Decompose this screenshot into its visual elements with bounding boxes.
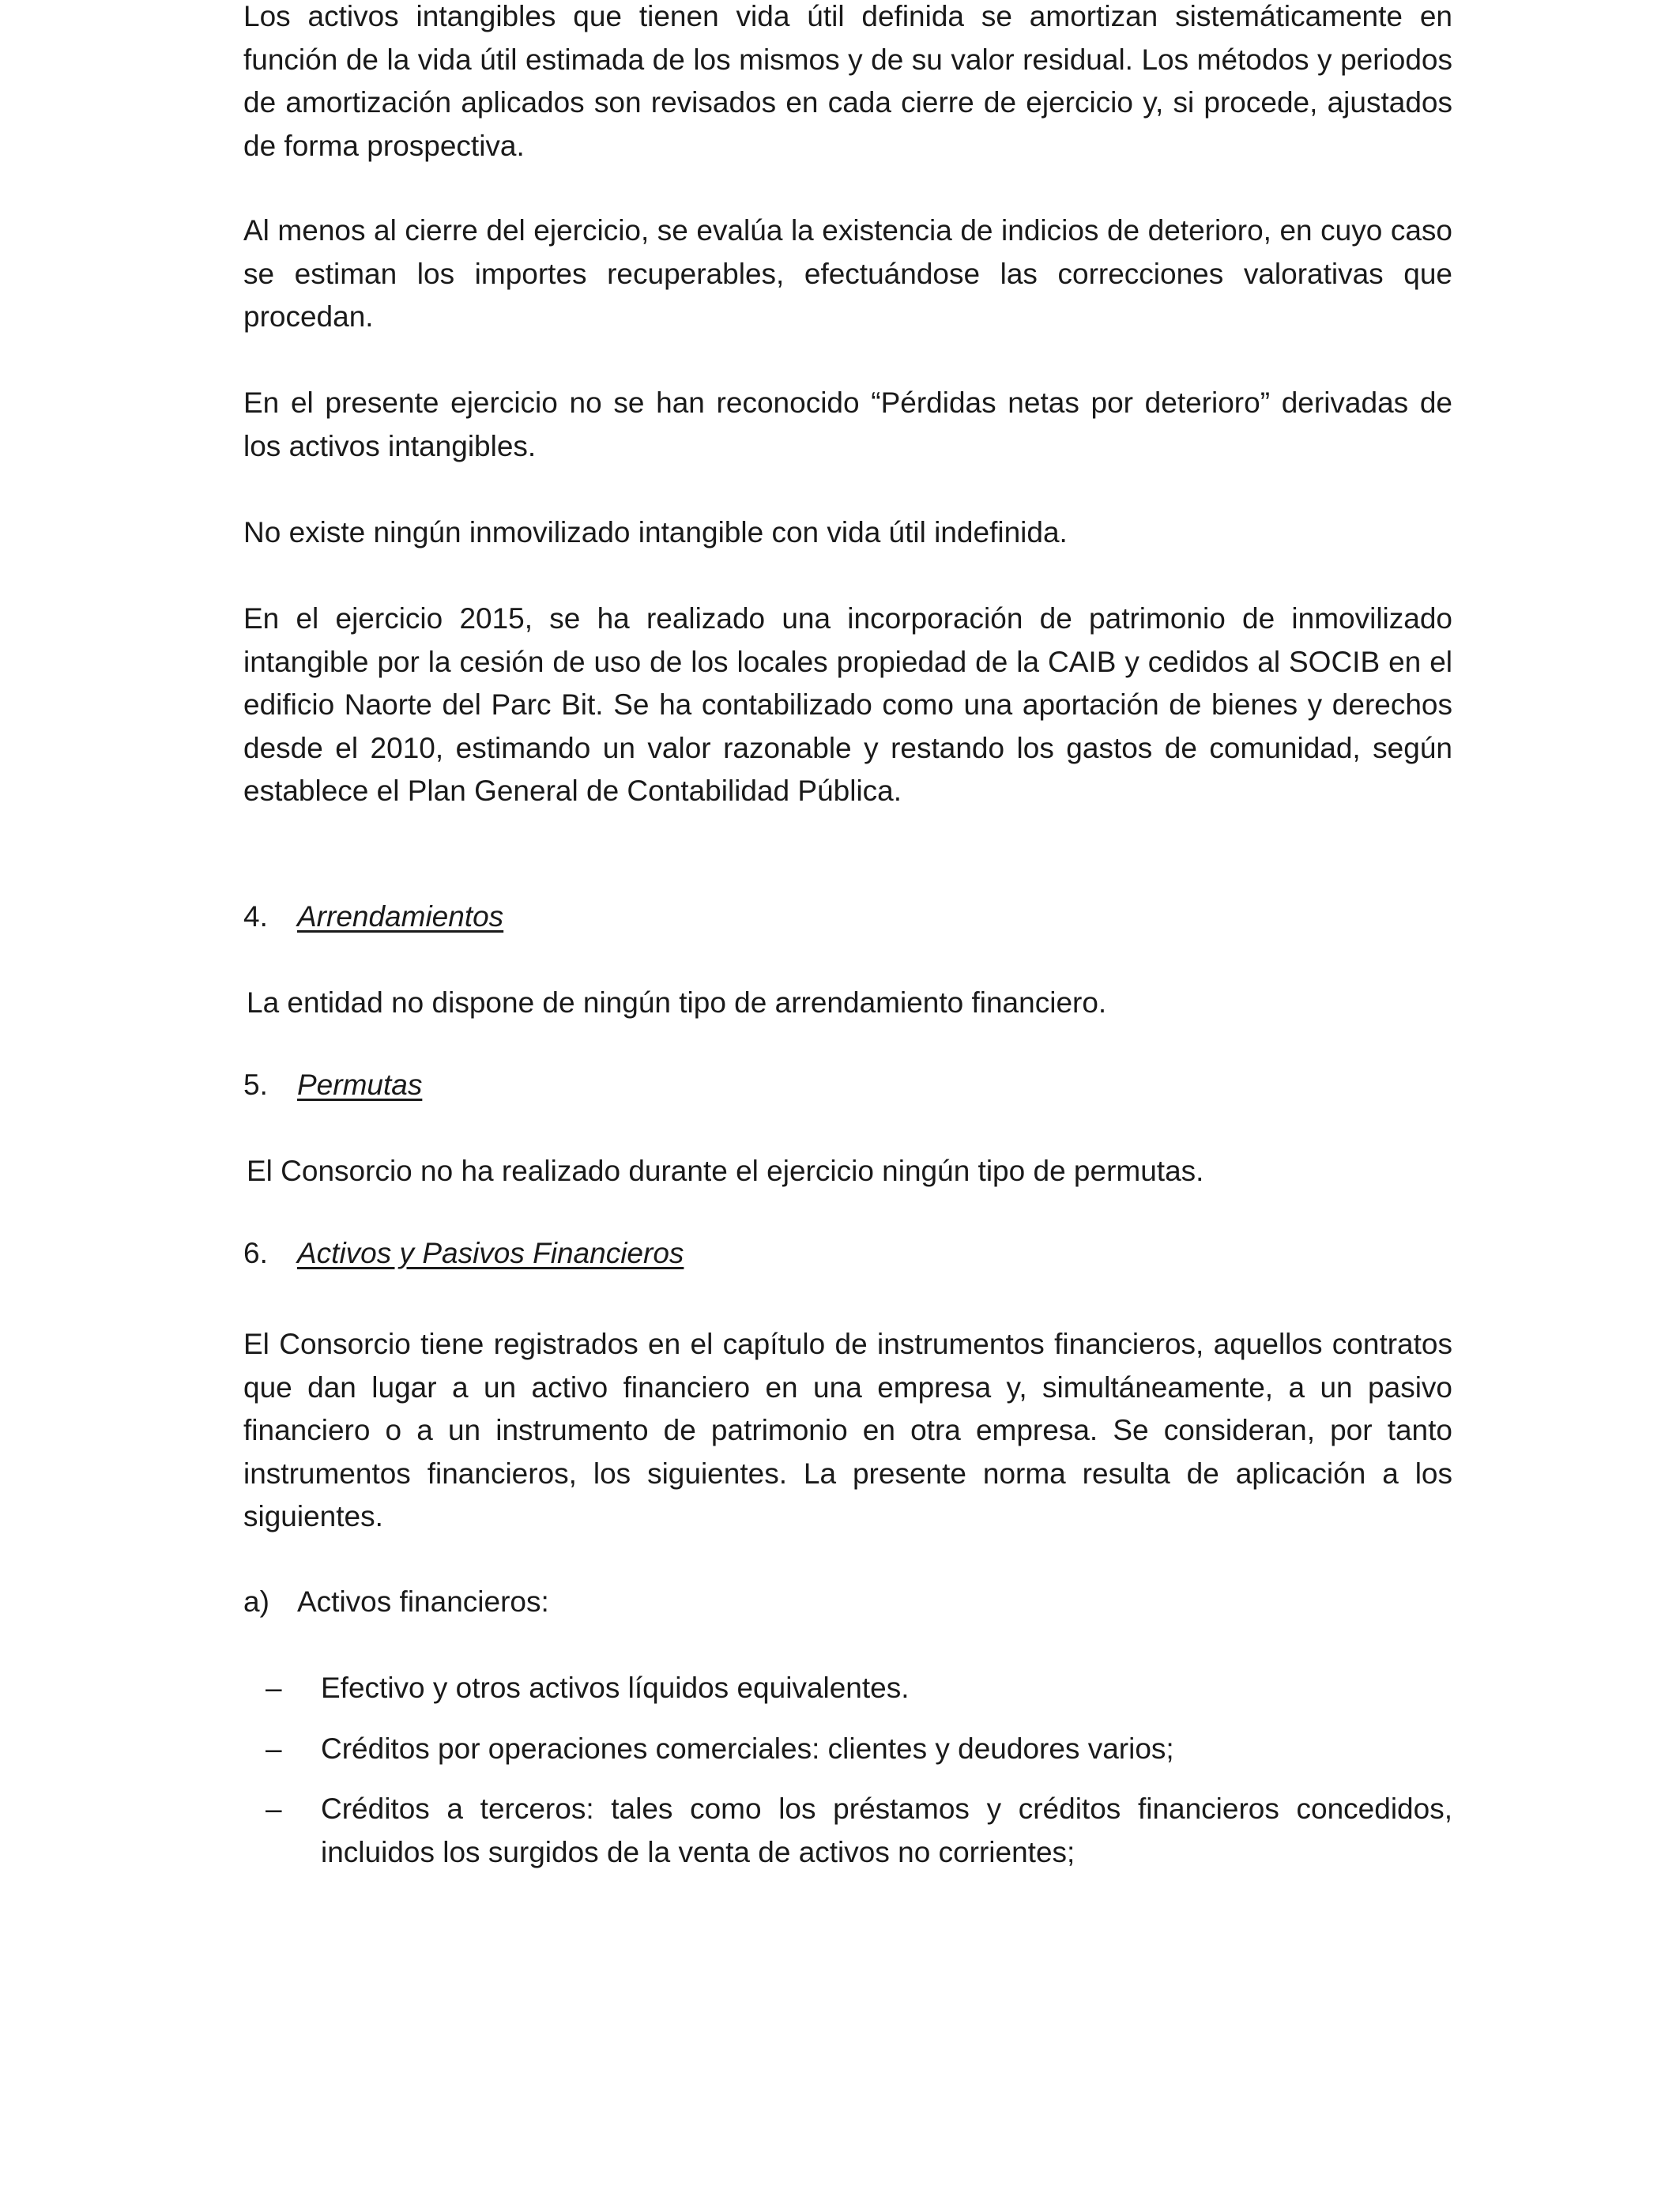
subsection-title: Activos financieros:	[297, 1585, 549, 1618]
dash-marker: –	[266, 1793, 282, 1825]
paragraph-incorporacion: En el ejercicio 2015, se ha realizado una incorporación de patrimonio de inmovilizado intangible por la cesión de uso de los locales propiedad de la CAIB y cedidos al SOCIB en el edificio Naorte del Parc Bit. Se ha contabilizado como una aportación de bienes y derechos desde el 2010, estimando un valor razonable y restando los gastos de comunidad, según establece el Plan General de Contabilidad Pública.	[243, 602, 1452, 807]
subsection-activos-financieros	[243, 1581, 549, 1624]
paragraph-vida-indefinida: No existe ningún inmovilizado intangible con vida útil indefinida.	[243, 516, 1068, 548]
paragraph-permutas: El Consorcio no ha realizado durante el ejercicio ningún tipo de permutas.	[247, 1155, 1204, 1187]
section-heading-activos-pasivos	[243, 1232, 684, 1276]
subsection-number: a)	[243, 1585, 269, 1618]
section-title: Arrendamientos	[297, 900, 504, 933]
section-title: Activos y Pasivos Financieros	[297, 1237, 684, 1269]
paragraph-instrumentos: El Consorcio tiene registrados en el capítulo de instrumentos financieros, aquellos contratos que dan lugar a un activo financiero en una empresa y, simultáneamente, a un pasivo financiero o a un instrumento de patrimonio en otra empresa. Se consideran, por tanto instrumentos financieros, los siguientes. La presente norma resulta de aplicación a los siguientes.	[243, 1328, 1452, 1532]
section-heading-permutas	[243, 1064, 422, 1107]
paragraph-deterioro: Al menos al cierre del ejercicio, se evalúa la existencia de indicios de deterioro, en cuyo caso se estiman los importes recuperables, efectuándose las correcciones valorativas que procedan.	[243, 214, 1452, 333]
list-item	[243, 1667, 1452, 1710]
section-number: 5.	[243, 1069, 268, 1101]
section-number: 4.	[243, 900, 268, 933]
paragraph-amortizacion: Los activos intangibles que tienen vida útil definida se amortizan sistemáticamente en función de la vida útil estimada de los mismos y de su valor residual. Los métodos y periodos de amortización aplicados son revisados en cada cierre de ejercicio y, si procede, ajustados de forma prospectiva.	[243, 0, 1452, 162]
paragraph-perdidas: En el presente ejercicio no se han reconocido “Pérdidas netas por deterioro” derivadas de los activos intangibles.	[243, 386, 1452, 462]
section-heading-arrendamientos	[243, 895, 503, 939]
paragraph-arrendamiento: La entidad no dispone de ningún tipo de arrendamiento financiero.	[247, 986, 1107, 1019]
list-item-text: Créditos por operaciones comerciales: clientes y deudores varios;	[321, 1732, 1174, 1765]
section-title: Permutas	[297, 1069, 423, 1101]
dash-marker: –	[266, 1672, 282, 1704]
bullet-list	[243, 1667, 1452, 1891]
section-number: 6.	[243, 1237, 268, 1269]
list-item-text: Efectivo y otros activos líquidos equivalentes.	[321, 1672, 910, 1704]
list-item-text: Créditos a terceros: tales como los préstamos y créditos financieros concedidos, incluidos los surgidos de la venta de activos no corrientes;	[321, 1793, 1452, 1868]
dash-marker: –	[266, 1732, 282, 1765]
list-item	[243, 1788, 1452, 1874]
list-item	[243, 1728, 1452, 1771]
